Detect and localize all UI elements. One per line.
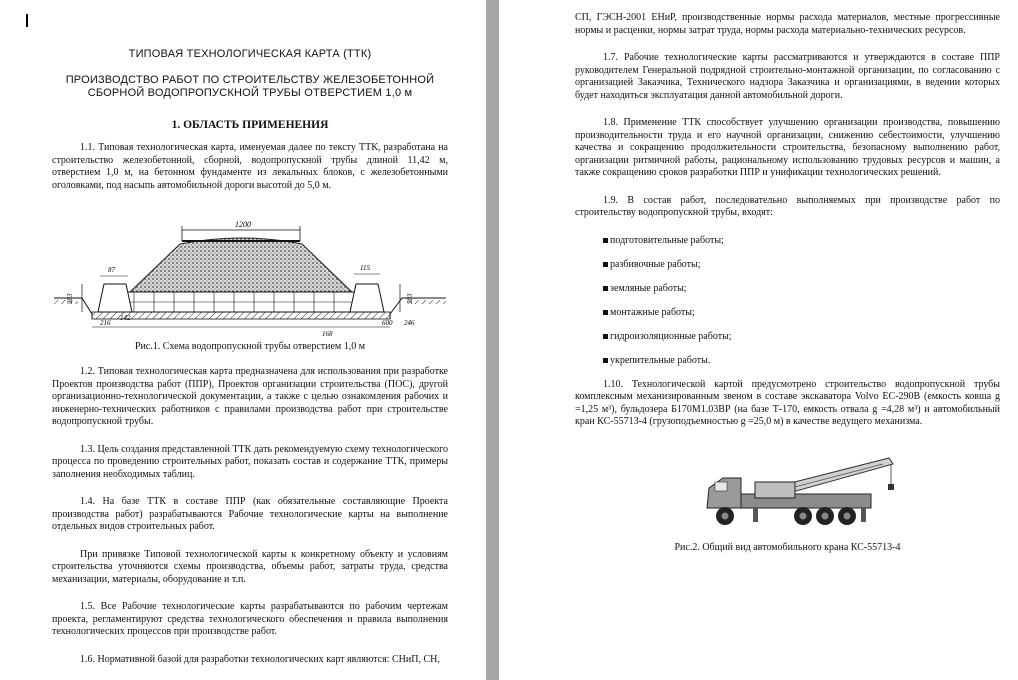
foundation bbox=[92, 312, 390, 319]
list-item: подготовительные работы; bbox=[603, 235, 1000, 247]
paragraph-1-9: 1.9. В состав работ, последовательно выполняемых при производстве работ по строительству водопропускной трубы, входят: bbox=[575, 194, 1000, 218]
paragraph-1-1: 1.1. Типовая технологическая карта, именуемая далее по тексту ТТК, разработана на строительство железобетонной, сборной, водопропускной трубы длиной 11,42 м, отверстием 1,0 м, на бетонном фундаменте из лекальных блоков, с железобетонными оголовками, под насыпь автомобильной дороги высотой до 5,0 м. bbox=[52, 142, 448, 191]
paragraph-1-5: 1.5. Все Рабочие технологические карты разрабатываются по рабочим чертежам проекта, регламентируют средства технологического обеспечения и правила выполнения технологических процессов при производстве работ. bbox=[52, 601, 448, 637]
list-item: земляные работы; bbox=[603, 283, 1000, 295]
crane-hook bbox=[888, 484, 894, 490]
embankment-fill bbox=[130, 238, 352, 292]
dim-left-height: 203 bbox=[66, 293, 74, 304]
paragraph-1-4: 1.4. На базе ТТК в составе ППР (как обязательные составляющие Проекта производства работ) разрабатываются Рабочие технологические карты на выполнение отдельных видов строительных работ. bbox=[52, 496, 448, 532]
paragraph-1-4-note: При привязке Типовой технологической карты к конкретному объекту и условиям строительства уточняются схемы производства, объемы работ, затраты труда, средства механизации, материалы, оборудование и т.п. bbox=[52, 548, 448, 585]
dim-left-base-1: 216 bbox=[100, 319, 111, 327]
bullet-icon bbox=[603, 286, 608, 291]
bullet-icon bbox=[603, 358, 608, 363]
works-list bbox=[603, 235, 1000, 367]
left-page bbox=[0, 0, 486, 680]
paragraph-1-8: 1.8. Применение ТТК способствует улучшению организации производства, повышению производительности труда и его научной организации, снижению себестоимости, улучшению качества и сокращению продолжительности строительства, безопасному выполнению работ, организации ритмичной работы, рациональному использованию трудовых ресурсов и машин, а также сокращению сроков разработки ППР и унификации технологических решений. bbox=[575, 117, 1000, 178]
bullet-icon bbox=[603, 310, 608, 315]
document-type-heading: ТИПОВАЯ ТЕХНОЛОГИЧЕСКАЯ КАРТА (ТТК) bbox=[128, 48, 372, 60]
paragraph-1-10: 1.10. Технологической картой предусмотрено строительство водопропускной трубы комплексным механизированным звеном в составе экскаватора Volvo EC-290B (емкость ковша g =1,25 м³), бульдозера Б170М1.03ВР (на базе Т-170, емкость отвала g =4,28 м³) и автомобильный кран КС-55713-4 (грузоподъемностью g =25,0 м) в качестве ведущего механизма. bbox=[575, 378, 1000, 427]
crane-superstructure bbox=[755, 482, 795, 498]
bullet-icon bbox=[603, 262, 608, 267]
headwall-right bbox=[350, 284, 384, 312]
bullet-icon bbox=[603, 238, 608, 243]
right-page bbox=[499, 0, 1018, 680]
paragraph-1-7: 1.7. Рабочие технологические карты рассматриваются и утверждаются в составе ППР руководителем Генеральной подрядной строительно-монтажной организации, по согласованию с организацией Заказчика, Технического надзора Заказчика и организациями, в ведении которых будет находиться эксплуатация данной автомобильной дороги. bbox=[575, 52, 1000, 101]
dim-top-label: 1200 bbox=[235, 220, 251, 229]
dim-right-height: 203 bbox=[406, 293, 414, 304]
list-item: укрепительные работы. bbox=[603, 355, 1000, 367]
text-cursor bbox=[26, 14, 28, 27]
headwall-left bbox=[98, 284, 132, 312]
dim-right-slope: 115 bbox=[360, 264, 370, 272]
culvert-scheme-drawing bbox=[52, 214, 448, 339]
list-item: гидроизоляционные работы; bbox=[603, 331, 1000, 343]
bullet-icon bbox=[603, 334, 608, 339]
dim-left-base-2: 142 bbox=[120, 314, 131, 322]
paragraph-1-6-continued: СП, ГЭСН-2001 ЕНиР, производственные нормы расхода материалов, местные прогрессивные нормы и расценки, нормы затрат труда, нормы расхода материально-технических ресурсов. bbox=[575, 12, 1000, 36]
figure-1-caption: Рис.1. Схема водопропускной трубы отверстием 1,0 м bbox=[134, 341, 366, 352]
truck-crane-photo bbox=[693, 444, 901, 540]
paragraph-1-6: 1.6. Нормативной базой для разработки технологических карт являются: СНиП, СН, bbox=[80, 653, 440, 665]
list-item: разбивочные работы; bbox=[603, 259, 1000, 271]
page-gutter bbox=[486, 0, 499, 680]
dim-right-base-2: 246 bbox=[404, 319, 415, 327]
list-item: монтажные работы; bbox=[603, 307, 1000, 319]
paragraph-1-3: 1.3. Цель создания представленной ТТК дать рекомендуемую схему технологического процесса по проведению строительных работ, показать состав и содержание ТТК, примеры заполнения необходимых таблиц. bbox=[52, 443, 448, 480]
figure-2-caption: Рис.2. Общий вид автомобильного крана КС-55713-4 bbox=[674, 541, 901, 553]
dim-right-base-1: 600 bbox=[382, 319, 393, 327]
dim-left-slope: 87 bbox=[108, 266, 115, 274]
paragraph-1-2: 1.2. Типовая технологическая карта предназначена для использования при разработке Проектов производства работ (ППР), Проектов организации строительства (ПОС), другой организационно-технологической документации, а также с целью ознакомления рабочих и инженерно-технических работников с правилами производства работ при строительстве водопропускной трубы. bbox=[52, 366, 448, 427]
section-title: 1. ОБЛАСТЬ ПРИМЕНЕНИЯ bbox=[171, 119, 329, 131]
document-title: ПРОИЗВОДСТВО РАБОТ ПО СТРОИТЕЛЬСТВУ ЖЕЛЕЗОБЕТОННОЙ СБОРНОЙ ВОДОПРОПУСКНОЙ ТРУБЫ ОТВЕРСТИЕМ 1,0 м bbox=[65, 74, 435, 99]
dim-bottom: 168 bbox=[322, 330, 333, 338]
